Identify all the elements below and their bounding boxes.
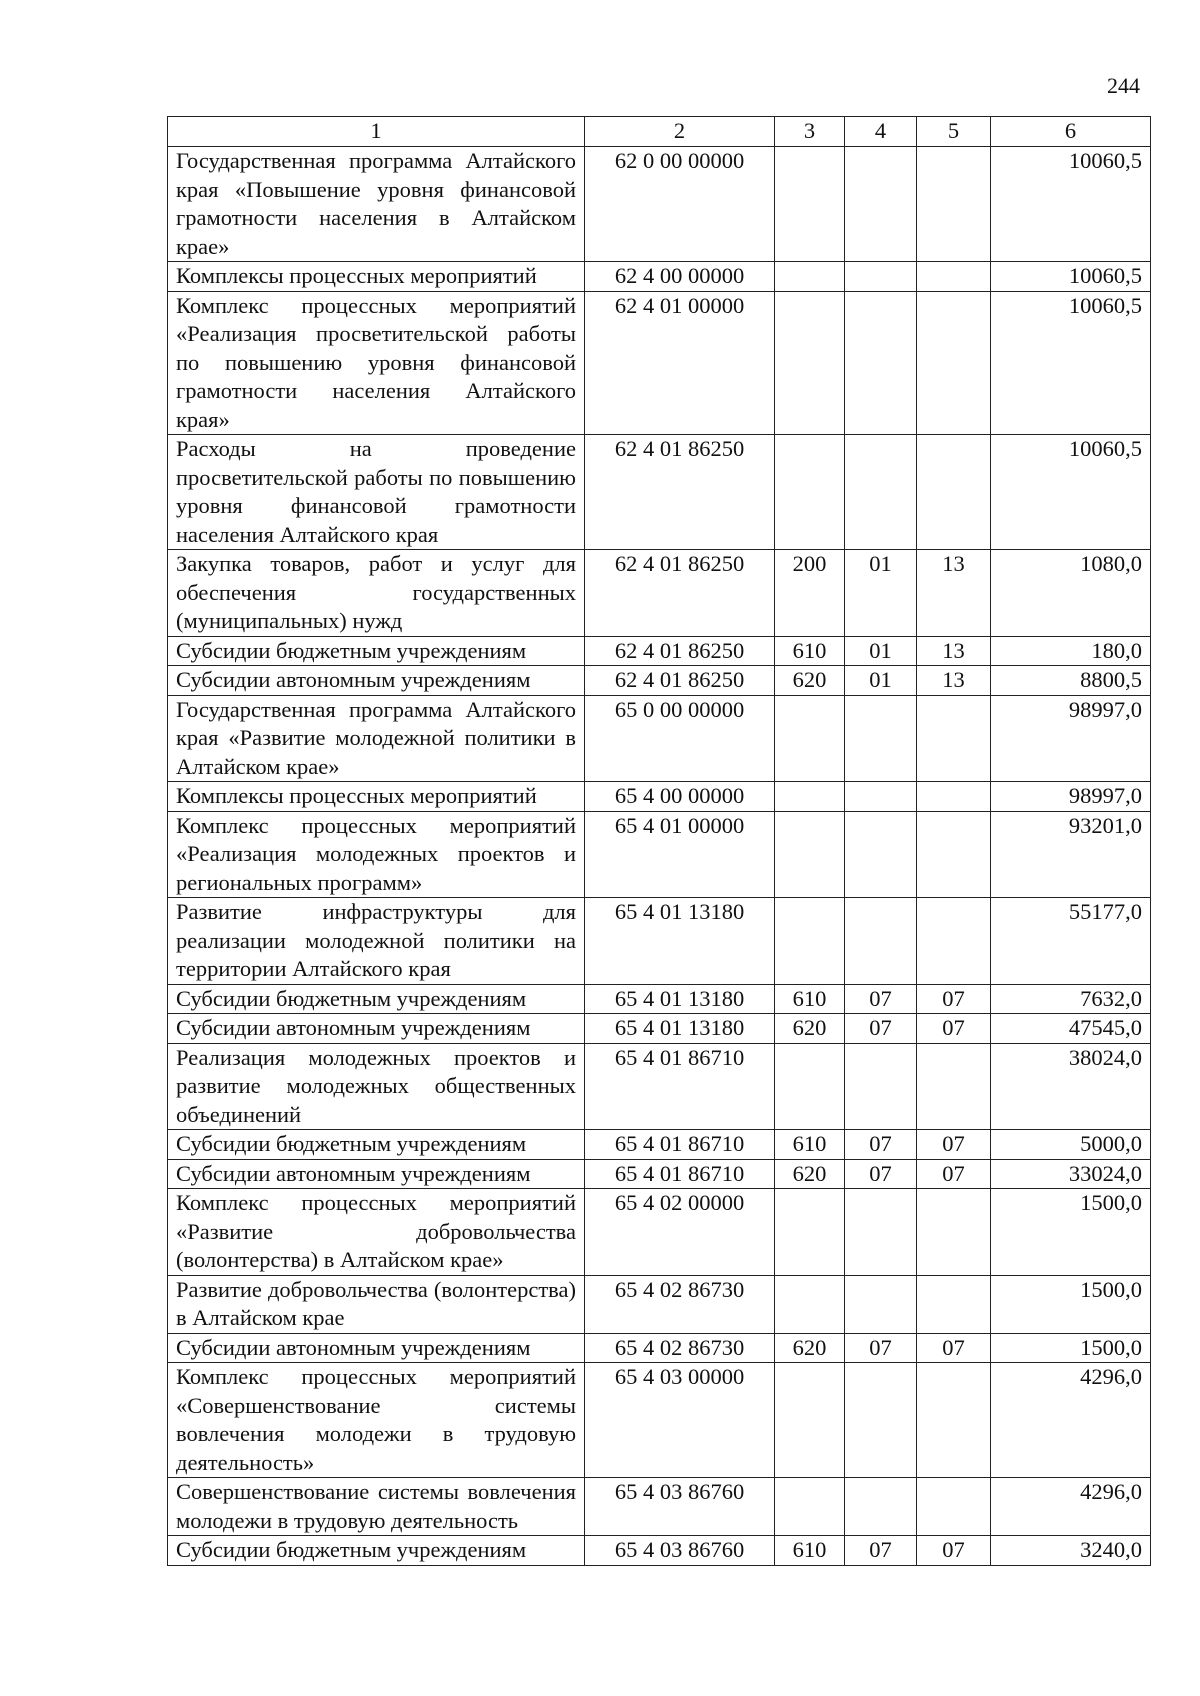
row-amount: 38024,0 xyxy=(991,1043,1151,1130)
row-expense-type: 610 xyxy=(775,636,845,666)
row-code: 65 0 00 00000 xyxy=(585,695,775,782)
row-section: 07 xyxy=(845,1536,917,1566)
row-code: 65 4 02 86730 xyxy=(585,1275,775,1333)
column-header-4: 4 xyxy=(845,117,917,147)
row-name: Государственная программа Алтайского края «Повышение уровня финансовой грамотности населения в Алтайском крае» xyxy=(168,147,585,262)
row-amount: 10060,5 xyxy=(991,291,1151,435)
row-section: 01 xyxy=(845,666,917,696)
row-name: Комплекс процессных мероприятий «Развитие добровольчества (волонтерства) в Алтайском крае» xyxy=(168,1189,585,1276)
row-subsection xyxy=(917,291,991,435)
table-row xyxy=(168,147,1151,262)
row-code: 65 4 03 86760 xyxy=(585,1536,775,1566)
row-subsection xyxy=(917,782,991,812)
row-code: 65 4 01 86710 xyxy=(585,1043,775,1130)
table-row xyxy=(168,1043,1151,1130)
row-expense-type xyxy=(775,811,845,898)
row-name: Совершенствование системы вовлечения молодежи в трудовую деятельность xyxy=(168,1478,585,1536)
row-subsection xyxy=(917,1189,991,1276)
row-subsection xyxy=(917,695,991,782)
row-amount: 8800,5 xyxy=(991,666,1151,696)
row-expense-type xyxy=(775,1275,845,1333)
row-subsection: 13 xyxy=(917,636,991,666)
row-code: 65 4 01 13180 xyxy=(585,1014,775,1044)
table-row xyxy=(168,1159,1151,1189)
table-row xyxy=(168,898,1151,985)
row-name: Субсидии автономным учреждениям xyxy=(168,1014,585,1044)
row-section xyxy=(845,435,917,550)
row-name: Субсидии автономным учреждениям xyxy=(168,1159,585,1189)
row-code: 65 4 01 86710 xyxy=(585,1130,775,1160)
row-subsection: 07 xyxy=(917,1333,991,1363)
row-code: 62 4 01 00000 xyxy=(585,291,775,435)
table-row xyxy=(168,262,1151,292)
row-name: Субсидии бюджетным учреждениям xyxy=(168,984,585,1014)
row-amount: 1500,0 xyxy=(991,1275,1151,1333)
row-expense-type xyxy=(775,1478,845,1536)
row-subsection: 13 xyxy=(917,550,991,637)
row-subsection xyxy=(917,147,991,262)
table-row xyxy=(168,1478,1151,1536)
row-section xyxy=(845,1189,917,1276)
row-subsection: 07 xyxy=(917,1159,991,1189)
row-code: 65 4 03 00000 xyxy=(585,1363,775,1478)
row-subsection xyxy=(917,1275,991,1333)
row-expense-type: 610 xyxy=(775,1130,845,1160)
row-section xyxy=(845,1478,917,1536)
table-row xyxy=(168,636,1151,666)
row-name: Субсидии автономным учреждениям xyxy=(168,666,585,696)
table-row xyxy=(168,1189,1151,1276)
table-row xyxy=(168,695,1151,782)
row-expense-type xyxy=(775,1043,845,1130)
row-name: Комплексы процессных мероприятий xyxy=(168,262,585,292)
row-subsection: 07 xyxy=(917,1130,991,1160)
row-section xyxy=(845,782,917,812)
row-expense-type xyxy=(775,291,845,435)
row-name: Субсидии бюджетным учреждениям xyxy=(168,1536,585,1566)
row-amount: 98997,0 xyxy=(991,695,1151,782)
column-header-5: 5 xyxy=(917,117,991,147)
column-header-3: 3 xyxy=(775,117,845,147)
table-row xyxy=(168,550,1151,637)
column-header-1: 1 xyxy=(168,117,585,147)
row-amount: 180,0 xyxy=(991,636,1151,666)
row-name: Комплекс процессных мероприятий «Реализация просветительской работы по повышению уровня финансовой грамотности населения Алтайского края» xyxy=(168,291,585,435)
row-subsection xyxy=(917,1363,991,1478)
row-subsection: 07 xyxy=(917,1536,991,1566)
column-header-2: 2 xyxy=(585,117,775,147)
row-code: 62 4 00 00000 xyxy=(585,262,775,292)
row-section xyxy=(845,262,917,292)
row-expense-type: 200 xyxy=(775,550,845,637)
row-code: 65 4 01 13180 xyxy=(585,898,775,985)
row-amount: 93201,0 xyxy=(991,811,1151,898)
row-code: 62 4 01 86250 xyxy=(585,636,775,666)
row-amount: 47545,0 xyxy=(991,1014,1151,1044)
row-section: 07 xyxy=(845,1130,917,1160)
row-code: 62 4 01 86250 xyxy=(585,435,775,550)
row-amount: 33024,0 xyxy=(991,1159,1151,1189)
row-amount: 3240,0 xyxy=(991,1536,1151,1566)
row-section xyxy=(845,147,917,262)
row-name: Закупка товаров, работ и услуг для обеспечения государственных (муниципальных) нужд xyxy=(168,550,585,637)
row-section: 01 xyxy=(845,636,917,666)
row-section xyxy=(845,695,917,782)
row-code: 62 4 01 86250 xyxy=(585,550,775,637)
row-code: 62 4 01 86250 xyxy=(585,666,775,696)
table-row xyxy=(168,1333,1151,1363)
table-row xyxy=(168,1363,1151,1478)
row-code: 65 4 01 00000 xyxy=(585,811,775,898)
row-section xyxy=(845,1043,917,1130)
row-code: 65 4 02 86730 xyxy=(585,1333,775,1363)
row-code: 65 4 00 00000 xyxy=(585,782,775,812)
row-amount: 7632,0 xyxy=(991,984,1151,1014)
row-amount: 55177,0 xyxy=(991,898,1151,985)
row-code: 65 4 03 86760 xyxy=(585,1478,775,1536)
row-expense-type xyxy=(775,695,845,782)
row-amount: 98997,0 xyxy=(991,782,1151,812)
row-section: 07 xyxy=(845,984,917,1014)
row-name: Субсидии бюджетным учреждениям xyxy=(168,1130,585,1160)
row-amount: 1080,0 xyxy=(991,550,1151,637)
table-header-row xyxy=(168,117,1151,147)
row-name: Субсидии автономным учреждениям xyxy=(168,1333,585,1363)
row-amount: 10060,5 xyxy=(991,147,1151,262)
table-row xyxy=(168,1130,1151,1160)
table-row xyxy=(168,811,1151,898)
row-amount: 4296,0 xyxy=(991,1478,1151,1536)
row-subsection xyxy=(917,435,991,550)
row-expense-type xyxy=(775,898,845,985)
row-expense-type xyxy=(775,262,845,292)
row-expense-type xyxy=(775,147,845,262)
table-row xyxy=(168,1536,1151,1566)
row-expense-type xyxy=(775,435,845,550)
row-name: Комплекс процессных мероприятий «Реализация молодежных проектов и региональных программ» xyxy=(168,811,585,898)
row-expense-type xyxy=(775,1363,845,1478)
row-subsection xyxy=(917,1478,991,1536)
row-expense-type: 620 xyxy=(775,1333,845,1363)
column-header-6: 6 xyxy=(991,117,1151,147)
table-row xyxy=(168,666,1151,696)
table-row xyxy=(168,782,1151,812)
row-expense-type: 610 xyxy=(775,984,845,1014)
row-subsection xyxy=(917,811,991,898)
row-section: 01 xyxy=(845,550,917,637)
row-code: 65 4 02 00000 xyxy=(585,1189,775,1276)
row-name: Комплексы процессных мероприятий xyxy=(168,782,585,812)
row-section xyxy=(845,811,917,898)
row-subsection: 07 xyxy=(917,1014,991,1044)
row-expense-type: 620 xyxy=(775,1014,845,1044)
row-name: Государственная программа Алтайского края «Развитие молодежной политики в Алтайском крае» xyxy=(168,695,585,782)
row-code: 62 0 00 00000 xyxy=(585,147,775,262)
row-name: Развитие инфраструктуры для реализации молодежной политики на территории Алтайского края xyxy=(168,898,585,985)
row-subsection xyxy=(917,1043,991,1130)
row-expense-type xyxy=(775,1189,845,1276)
page-number: 244 xyxy=(1107,73,1140,98)
row-subsection xyxy=(917,262,991,292)
row-amount: 1500,0 xyxy=(991,1189,1151,1276)
row-section: 07 xyxy=(845,1159,917,1189)
row-subsection: 07 xyxy=(917,984,991,1014)
row-expense-type xyxy=(775,782,845,812)
row-amount: 10060,5 xyxy=(991,435,1151,550)
row-subsection: 13 xyxy=(917,666,991,696)
row-section xyxy=(845,1275,917,1333)
table-row xyxy=(168,1275,1151,1333)
table-row xyxy=(168,1014,1151,1044)
row-code: 65 4 01 86710 xyxy=(585,1159,775,1189)
row-amount: 10060,5 xyxy=(991,262,1151,292)
row-section: 07 xyxy=(845,1333,917,1363)
budget-table xyxy=(167,116,1151,1566)
row-section xyxy=(845,1363,917,1478)
row-section xyxy=(845,898,917,985)
row-name: Реализация молодежных проектов и развитие молодежных общественных объединений xyxy=(168,1043,585,1130)
row-name: Развитие добровольчества (волонтерства) в Алтайском крае xyxy=(168,1275,585,1333)
table-row xyxy=(168,291,1151,435)
row-expense-type: 620 xyxy=(775,1159,845,1189)
row-amount: 1500,0 xyxy=(991,1333,1151,1363)
row-section xyxy=(845,291,917,435)
row-name: Расходы на проведение просветительской работы по повышению уровня финансовой грамотности населения Алтайского края xyxy=(168,435,585,550)
row-name: Комплекс процессных мероприятий «Совершенствование системы вовлечения молодежи в трудовую деятельность» xyxy=(168,1363,585,1478)
row-expense-type: 610 xyxy=(775,1536,845,1566)
row-subsection xyxy=(917,898,991,985)
row-name: Субсидии бюджетным учреждениям xyxy=(168,636,585,666)
row-section: 07 xyxy=(845,1014,917,1044)
row-code: 65 4 01 13180 xyxy=(585,984,775,1014)
table-row xyxy=(168,984,1151,1014)
row-amount: 5000,0 xyxy=(991,1130,1151,1160)
row-expense-type: 620 xyxy=(775,666,845,696)
table-row xyxy=(168,435,1151,550)
row-amount: 4296,0 xyxy=(991,1363,1151,1478)
